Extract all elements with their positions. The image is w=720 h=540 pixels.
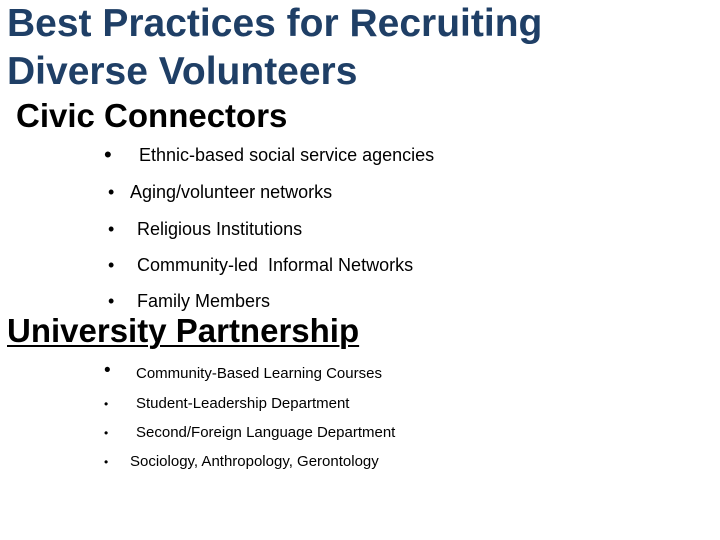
slide-title-line-1: Best Practices for Recruiting: [7, 2, 543, 45]
civic-connectors-heading: Civic Connectors: [16, 97, 288, 134]
slide-title: [7, 0, 542, 96]
list-item-text: Religious Institutions: [137, 219, 303, 239]
list-item: [0, 453, 720, 473]
list-item: [0, 218, 720, 242]
list-item-text: Student-Leadership Department: [136, 395, 350, 412]
list-item-text: Ethnic-based social service agencies: [139, 145, 435, 165]
list-item: [0, 395, 720, 415]
slide-title-line-2: Diverse Volunteers: [7, 50, 358, 93]
list-item: [0, 144, 720, 168]
list-item-text: Family Members: [137, 291, 271, 311]
list-item: [0, 181, 720, 205]
list-item: [0, 360, 720, 385]
bullet-icon: •: [104, 142, 112, 167]
university-partnership-heading: University Partnership: [7, 312, 360, 349]
bullet-icon: •: [108, 291, 115, 311]
list-item: [0, 254, 720, 278]
bullet-icon: •: [104, 426, 109, 440]
list-item: [0, 424, 720, 444]
list-item-text: Second/Foreign Language Department: [136, 424, 396, 441]
list-item-text: Sociology, Anthropology, Gerontology: [130, 453, 379, 470]
bullet-icon: •: [104, 397, 109, 411]
bullet-icon: •: [104, 360, 111, 381]
bullet-icon: •: [108, 255, 115, 275]
list-item-text: Community-Based Learning Courses: [136, 365, 382, 382]
list-item-text: Aging/volunteer networks: [130, 182, 333, 202]
bullet-icon: •: [104, 455, 109, 469]
bullet-icon: •: [108, 182, 115, 202]
list-item-text: Community-led Informal Networks: [137, 255, 414, 275]
bullet-icon: •: [108, 219, 115, 239]
